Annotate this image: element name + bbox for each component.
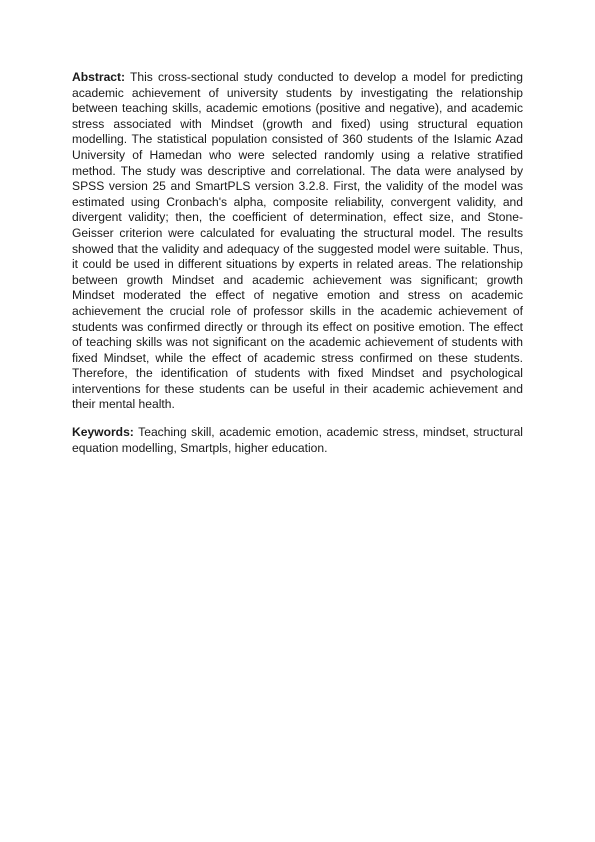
- abstract-text: This cross-sectional study conducted to develop a model for predicting academic achievement of university students by investigating the relationship between teaching skills, academic emotions (positive and negative), and academic stress associated with Mindset (growth and fixed) using structural equation modelling. The statistical population consisted of 360 students of the Islamic Azad University of Hamedan who were selected randomly using a relative stratified method. The study was descriptive and correlational. The data were analysed by SPSS version 25 and SmartPLS version 3.2.8. First, the validity of the model was estimated using Cronbach's alpha, composite reliability, convergent validity, and divergent validity; then, the coefficient of determination, effect size, and Stone-Geisser criterion were calculated for evaluating the structural model. The results showed that the validity and adequacy of the suggested model were suitable. Thus, it could be used in different situations by experts in related areas. The relationship between growth Mindset and academic achievement was significant; growth Mindset moderated the effect of negative emotion and stress on academic achievement the crucial role of professor skills in the academic achievement of students was confirmed directly or through its effect on positive emotion. The effect of teaching skills was not significant on the academic achievement of students with fixed Mindset, while the effect of academic stress confirmed on these students. Therefore, the identification of students with fixed Mindset and psychological interventions for these students can be useful in their academic achievement and their mental health.: [72, 70, 523, 412]
- keywords-text: Teaching skill, academic emotion, academic stress, mindset, structural equation modelling, Smartpls, higher education.: [72, 425, 523, 455]
- keywords-label: Keywords:: [72, 425, 134, 440]
- keywords-paragraph: [72, 425, 523, 456]
- document-page: [72, 70, 523, 456]
- abstract-paragraph: [72, 70, 523, 413]
- abstract-label: Abstract:: [72, 70, 126, 84]
